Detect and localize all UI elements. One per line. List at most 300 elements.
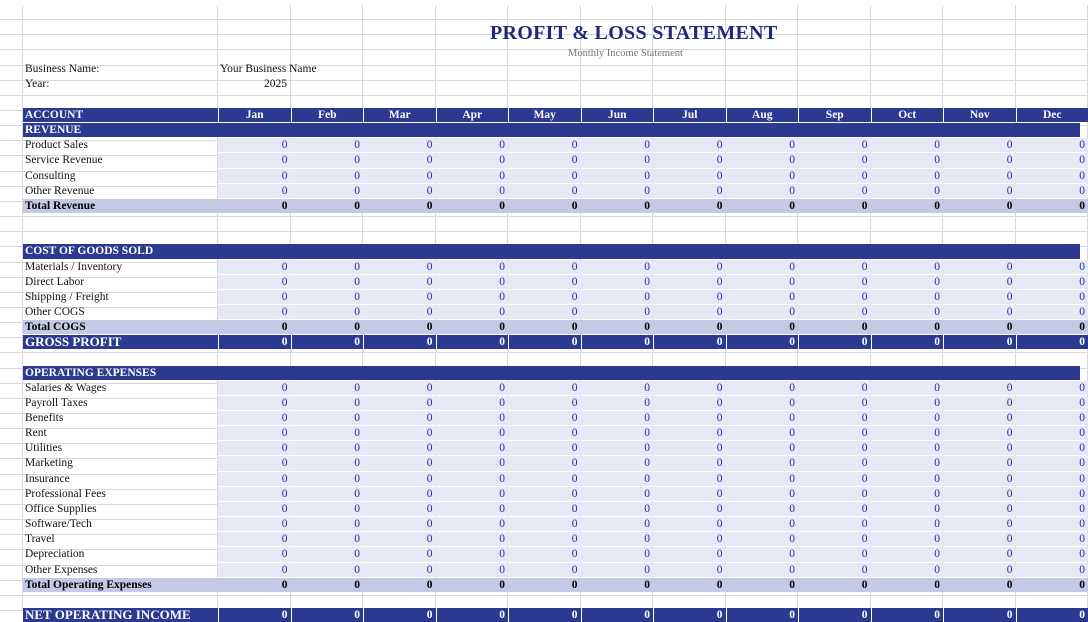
grid-cell[interactable] — [653, 81, 726, 96]
line-item-value[interactable]: 0 — [436, 472, 509, 486]
line-item-value[interactable]: 0 — [798, 563, 871, 577]
line-item-value[interactable]: 0 — [871, 502, 944, 516]
line-item-value[interactable]: 0 — [508, 456, 581, 470]
line-item-value[interactable]: 0 — [581, 502, 654, 516]
line-item-value[interactable]: 0 — [218, 502, 291, 516]
line-item-value[interactable]: 0 — [798, 275, 871, 289]
line-item-value[interactable]: 0 — [943, 456, 1016, 470]
line-item-value[interactable]: 0 — [581, 411, 654, 425]
grid-cell[interactable] — [218, 20, 291, 35]
line-item-value[interactable]: 0 — [798, 184, 871, 198]
line-item-value[interactable]: 0 — [508, 502, 581, 516]
line-item-value[interactable]: 0 — [943, 305, 1016, 319]
line-item-value[interactable]: 0 — [218, 260, 291, 274]
line-item-value[interactable]: 0 — [871, 305, 944, 319]
line-item-value[interactable]: 0 — [943, 290, 1016, 304]
grid-cell[interactable] — [0, 172, 23, 187]
business-name-value[interactable]: Your Business Name — [220, 62, 317, 76]
line-item-value[interactable]: 0 — [726, 184, 799, 198]
grid-cell[interactable] — [291, 20, 364, 35]
line-item-value[interactable]: 0 — [943, 547, 1016, 561]
grid-cell[interactable] — [0, 338, 23, 353]
grid-cell[interactable] — [581, 5, 654, 20]
line-item-value[interactable]: 0 — [581, 275, 654, 289]
line-item-value[interactable]: 0 — [726, 153, 799, 167]
line-item-value[interactable]: 0 — [436, 532, 509, 546]
line-item-value[interactable]: 0 — [436, 426, 509, 440]
grid-cell[interactable] — [581, 66, 654, 81]
grid-cell[interactable] — [871, 35, 944, 50]
grid-cell[interactable] — [0, 550, 23, 565]
line-item-value[interactable]: 0 — [291, 563, 364, 577]
line-item-value[interactable]: 0 — [871, 517, 944, 531]
line-item-value[interactable]: 0 — [291, 472, 364, 486]
grid-cell[interactable] — [436, 81, 509, 96]
line-item-value[interactable]: 0 — [436, 563, 509, 577]
line-item-value[interactable]: 0 — [363, 153, 436, 167]
line-item-value[interactable]: 0 — [508, 411, 581, 425]
line-item-value[interactable]: 0 — [653, 502, 726, 516]
line-item-value[interactable]: 0 — [1016, 502, 1088, 516]
line-item-value[interactable]: 0 — [871, 260, 944, 274]
line-item-value[interactable]: 0 — [1016, 456, 1088, 470]
grid-cell[interactable] — [726, 50, 799, 65]
line-item-value[interactable]: 0 — [798, 290, 871, 304]
grid-cell[interactable] — [291, 81, 364, 96]
grid-cell[interactable] — [726, 81, 799, 96]
line-item-value[interactable]: 0 — [436, 396, 509, 410]
line-item-value[interactable]: 0 — [291, 184, 364, 198]
line-item-value[interactable]: 0 — [363, 184, 436, 198]
line-item-value[interactable]: 0 — [943, 260, 1016, 274]
line-item-value[interactable]: 0 — [291, 138, 364, 152]
line-item-value[interactable]: 0 — [508, 260, 581, 274]
grid-cell[interactable] — [23, 35, 218, 50]
line-item-value[interactable]: 0 — [1016, 517, 1088, 531]
grid-cell[interactable] — [653, 66, 726, 81]
line-item-value[interactable]: 0 — [871, 169, 944, 183]
grid-cell[interactable] — [798, 81, 871, 96]
grid-cell[interactable] — [871, 81, 944, 96]
line-item-value[interactable]: 0 — [798, 305, 871, 319]
line-item-value[interactable]: 0 — [363, 532, 436, 546]
grid-cell[interactable] — [798, 5, 871, 20]
line-item-value[interactable]: 0 — [291, 169, 364, 183]
line-item-value[interactable]: 0 — [363, 381, 436, 395]
line-item-value[interactable]: 0 — [363, 290, 436, 304]
line-item-value[interactable]: 0 — [798, 411, 871, 425]
line-item-value[interactable]: 0 — [943, 517, 1016, 531]
line-item-value[interactable]: 0 — [436, 517, 509, 531]
line-item-value[interactable]: 0 — [653, 456, 726, 470]
line-item-value[interactable]: 0 — [726, 487, 799, 501]
grid-cell[interactable] — [798, 20, 871, 35]
grid-cell[interactable] — [871, 217, 944, 232]
line-item-value[interactable]: 0 — [291, 547, 364, 561]
line-item-value[interactable]: 0 — [291, 487, 364, 501]
grid-cell[interactable] — [291, 5, 364, 20]
line-item-value[interactable]: 0 — [363, 563, 436, 577]
line-item-value[interactable]: 0 — [218, 547, 291, 561]
line-item-value[interactable]: 0 — [363, 411, 436, 425]
line-item-value[interactable]: 0 — [291, 305, 364, 319]
line-item-value[interactable]: 0 — [291, 290, 364, 304]
grid-cell[interactable] — [0, 141, 23, 156]
line-item-value[interactable]: 0 — [653, 396, 726, 410]
line-item-value[interactable]: 0 — [363, 305, 436, 319]
line-item-value[interactable]: 0 — [726, 547, 799, 561]
grid-cell[interactable] — [0, 232, 23, 247]
line-item-value[interactable]: 0 — [508, 532, 581, 546]
line-item-value[interactable]: 0 — [726, 456, 799, 470]
line-item-value[interactable]: 0 — [871, 563, 944, 577]
line-item-value[interactable]: 0 — [726, 411, 799, 425]
grid-cell[interactable] — [798, 35, 871, 50]
line-item-value[interactable]: 0 — [291, 456, 364, 470]
line-item-value[interactable]: 0 — [218, 153, 291, 167]
grid-cell[interactable] — [0, 444, 23, 459]
line-item-value[interactable]: 0 — [653, 472, 726, 486]
line-item-value[interactable]: 0 — [943, 184, 1016, 198]
line-item-value[interactable]: 0 — [871, 426, 944, 440]
line-item-value[interactable]: 0 — [798, 426, 871, 440]
line-item-value[interactable]: 0 — [581, 563, 654, 577]
line-item-value[interactable]: 0 — [871, 411, 944, 425]
grid-cell[interactable] — [0, 66, 23, 81]
grid-cell[interactable] — [0, 263, 23, 278]
grid-cell[interactable] — [0, 81, 23, 96]
line-item-value[interactable]: 0 — [436, 305, 509, 319]
line-item-value[interactable]: 0 — [291, 532, 364, 546]
line-item-value[interactable]: 0 — [363, 138, 436, 152]
line-item-value[interactable]: 0 — [726, 305, 799, 319]
grid-cell[interactable] — [363, 66, 436, 81]
line-item-value[interactable]: 0 — [581, 153, 654, 167]
line-item-value[interactable]: 0 — [726, 138, 799, 152]
grid-cell[interactable] — [1016, 217, 1088, 232]
grid-cell[interactable] — [943, 35, 1016, 50]
line-item-value[interactable]: 0 — [653, 517, 726, 531]
line-item-value[interactable]: 0 — [871, 153, 944, 167]
line-item-value[interactable]: 0 — [726, 532, 799, 546]
line-item-value[interactable]: 0 — [943, 169, 1016, 183]
line-item-value[interactable]: 0 — [943, 411, 1016, 425]
line-item-value[interactable]: 0 — [943, 275, 1016, 289]
line-item-value[interactable]: 0 — [363, 487, 436, 501]
line-item-value[interactable]: 0 — [1016, 184, 1088, 198]
line-item-value[interactable]: 0 — [581, 138, 654, 152]
line-item-value[interactable]: 0 — [653, 290, 726, 304]
line-item-value[interactable]: 0 — [1016, 260, 1088, 274]
grid-cell[interactable] — [23, 217, 218, 232]
grid-cell[interactable] — [0, 460, 23, 475]
line-item-value[interactable]: 0 — [726, 169, 799, 183]
grid-cell[interactable] — [0, 353, 23, 368]
line-item-value[interactable]: 0 — [508, 547, 581, 561]
line-item-value[interactable]: 0 — [1016, 441, 1088, 455]
line-item-value[interactable]: 0 — [653, 547, 726, 561]
line-item-value[interactable]: 0 — [943, 153, 1016, 167]
line-item-value[interactable]: 0 — [581, 517, 654, 531]
line-item-value[interactable]: 0 — [508, 138, 581, 152]
line-item-value[interactable]: 0 — [726, 260, 799, 274]
line-item-value[interactable]: 0 — [726, 517, 799, 531]
line-item-value[interactable]: 0 — [218, 456, 291, 470]
line-item-value[interactable]: 0 — [1016, 547, 1088, 561]
grid-cell[interactable] — [0, 202, 23, 217]
grid-cell[interactable] — [0, 429, 23, 444]
line-item-value[interactable]: 0 — [581, 305, 654, 319]
line-item-value[interactable]: 0 — [291, 502, 364, 516]
grid-cell[interactable] — [363, 217, 436, 232]
line-item-value[interactable]: 0 — [436, 138, 509, 152]
line-item-value[interactable]: 0 — [436, 153, 509, 167]
grid-cell[interactable] — [0, 414, 23, 429]
line-item-value[interactable]: 0 — [363, 456, 436, 470]
grid-cell[interactable] — [436, 5, 509, 20]
line-item-value[interactable]: 0 — [798, 260, 871, 274]
line-item-value[interactable]: 0 — [291, 441, 364, 455]
line-item-value[interactable]: 0 — [1016, 487, 1088, 501]
line-item-value[interactable]: 0 — [726, 563, 799, 577]
line-item-value[interactable]: 0 — [871, 290, 944, 304]
line-item-value[interactable]: 0 — [508, 487, 581, 501]
line-item-value[interactable]: 0 — [653, 563, 726, 577]
line-item-value[interactable]: 0 — [508, 426, 581, 440]
line-item-value[interactable]: 0 — [726, 396, 799, 410]
line-item-value[interactable]: 0 — [726, 502, 799, 516]
grid-cell[interactable] — [218, 5, 291, 20]
grid-cell[interactable] — [0, 35, 23, 50]
line-item-value[interactable]: 0 — [581, 456, 654, 470]
line-item-value[interactable]: 0 — [508, 275, 581, 289]
grid-cell[interactable] — [0, 293, 23, 308]
grid-cell[interactable] — [0, 581, 23, 596]
line-item-value[interactable]: 0 — [798, 472, 871, 486]
line-item-value[interactable]: 0 — [798, 441, 871, 455]
line-item-value[interactable]: 0 — [436, 275, 509, 289]
line-item-value[interactable]: 0 — [1016, 411, 1088, 425]
line-item-value[interactable]: 0 — [871, 441, 944, 455]
line-item-value[interactable]: 0 — [1016, 169, 1088, 183]
line-item-value[interactable]: 0 — [363, 472, 436, 486]
grid-cell[interactable] — [0, 505, 23, 520]
line-item-value[interactable]: 0 — [798, 547, 871, 561]
line-item-value[interactable]: 0 — [581, 184, 654, 198]
grid-cell[interactable] — [943, 50, 1016, 65]
grid-cell[interactable] — [0, 5, 23, 20]
grid-cell[interactable] — [23, 5, 218, 20]
grid-cell[interactable] — [1016, 20, 1088, 35]
grid-cell[interactable] — [0, 535, 23, 550]
line-item-value[interactable]: 0 — [871, 547, 944, 561]
grid-cell[interactable] — [1016, 66, 1088, 81]
line-item-value[interactable]: 0 — [508, 290, 581, 304]
line-item-value[interactable]: 0 — [943, 138, 1016, 152]
grid-cell[interactable] — [0, 323, 23, 338]
grid-cell[interactable] — [0, 96, 23, 111]
line-item-value[interactable]: 0 — [218, 487, 291, 501]
line-item-value[interactable]: 0 — [943, 381, 1016, 395]
line-item-value[interactable]: 0 — [943, 487, 1016, 501]
line-item-value[interactable]: 0 — [218, 517, 291, 531]
line-item-value[interactable]: 0 — [653, 305, 726, 319]
grid-cell[interactable] — [0, 384, 23, 399]
grid-cell[interactable] — [871, 66, 944, 81]
grid-cell[interactable] — [218, 217, 291, 232]
grid-cell[interactable] — [798, 217, 871, 232]
line-item-value[interactable]: 0 — [943, 441, 1016, 455]
grid-cell[interactable] — [363, 5, 436, 20]
line-item-value[interactable]: 0 — [291, 396, 364, 410]
line-item-value[interactable]: 0 — [1016, 563, 1088, 577]
line-item-value[interactable]: 0 — [653, 381, 726, 395]
line-item-value[interactable]: 0 — [943, 396, 1016, 410]
grid-cell[interactable] — [0, 566, 23, 581]
grid-cell[interactable] — [436, 66, 509, 81]
grid-cell[interactable] — [653, 217, 726, 232]
line-item-value[interactable]: 0 — [436, 260, 509, 274]
line-item-value[interactable]: 0 — [653, 487, 726, 501]
line-item-value[interactable]: 0 — [218, 411, 291, 425]
line-item-value[interactable]: 0 — [581, 487, 654, 501]
grid-cell[interactable] — [943, 81, 1016, 96]
line-item-value[interactable]: 0 — [798, 517, 871, 531]
line-item-value[interactable]: 0 — [508, 517, 581, 531]
grid-cell[interactable] — [0, 475, 23, 490]
grid-cell[interactable] — [0, 369, 23, 384]
line-item-value[interactable]: 0 — [1016, 532, 1088, 546]
line-item-value[interactable]: 0 — [218, 381, 291, 395]
grid-cell[interactable] — [943, 20, 1016, 35]
line-item-value[interactable]: 0 — [218, 426, 291, 440]
grid-cell[interactable] — [23, 20, 218, 35]
line-item-value[interactable]: 0 — [726, 472, 799, 486]
line-item-value[interactable]: 0 — [291, 153, 364, 167]
line-item-value[interactable]: 0 — [291, 411, 364, 425]
grid-cell[interactable] — [508, 5, 581, 20]
grid-cell[interactable] — [726, 217, 799, 232]
grid-cell[interactable] — [436, 217, 509, 232]
line-item-value[interactable]: 0 — [218, 290, 291, 304]
line-item-value[interactable]: 0 — [653, 184, 726, 198]
line-item-value[interactable]: 0 — [436, 290, 509, 304]
line-item-value[interactable]: 0 — [581, 260, 654, 274]
line-item-value[interactable]: 0 — [508, 153, 581, 167]
line-item-value[interactable]: 0 — [291, 275, 364, 289]
line-item-value[interactable]: 0 — [726, 381, 799, 395]
line-item-value[interactable]: 0 — [653, 169, 726, 183]
line-item-value[interactable]: 0 — [653, 153, 726, 167]
line-item-value[interactable]: 0 — [1016, 275, 1088, 289]
line-item-value[interactable]: 0 — [871, 532, 944, 546]
line-item-value[interactable]: 0 — [653, 426, 726, 440]
line-item-value[interactable]: 0 — [581, 381, 654, 395]
grid-cell[interactable] — [291, 35, 364, 50]
line-item-value[interactable]: 0 — [508, 396, 581, 410]
line-item-value[interactable]: 0 — [436, 456, 509, 470]
line-item-value[interactable]: 0 — [218, 305, 291, 319]
grid-cell[interactable] — [0, 217, 23, 232]
grid-cell[interactable] — [0, 126, 23, 141]
line-item-value[interactable]: 0 — [291, 260, 364, 274]
grid-cell[interactable] — [0, 50, 23, 65]
grid-cell[interactable] — [726, 66, 799, 81]
line-item-value[interactable]: 0 — [653, 532, 726, 546]
line-item-value[interactable]: 0 — [871, 184, 944, 198]
line-item-value[interactable]: 0 — [1016, 153, 1088, 167]
grid-cell[interactable] — [943, 217, 1016, 232]
line-item-value[interactable]: 0 — [581, 169, 654, 183]
grid-cell[interactable] — [581, 81, 654, 96]
line-item-value[interactable]: 0 — [653, 138, 726, 152]
line-item-value[interactable]: 0 — [291, 381, 364, 395]
line-item-value[interactable]: 0 — [436, 502, 509, 516]
line-item-value[interactable]: 0 — [581, 472, 654, 486]
line-item-value[interactable]: 0 — [508, 441, 581, 455]
line-item-value[interactable]: 0 — [871, 138, 944, 152]
line-item-value[interactable]: 0 — [581, 547, 654, 561]
line-item-value[interactable]: 0 — [436, 169, 509, 183]
line-item-value[interactable]: 0 — [363, 260, 436, 274]
line-item-value[interactable]: 0 — [363, 426, 436, 440]
line-item-value[interactable]: 0 — [798, 532, 871, 546]
grid-cell[interactable] — [363, 81, 436, 96]
grid-cell[interactable] — [436, 50, 509, 65]
line-item-value[interactable]: 0 — [436, 184, 509, 198]
line-item-value[interactable]: 0 — [798, 138, 871, 152]
line-item-value[interactable]: 0 — [218, 532, 291, 546]
line-item-value[interactable]: 0 — [798, 487, 871, 501]
grid-cell[interactable] — [23, 81, 218, 96]
line-item-value[interactable]: 0 — [581, 532, 654, 546]
line-item-value[interactable]: 0 — [1016, 472, 1088, 486]
line-item-value[interactable]: 0 — [1016, 426, 1088, 440]
line-item-value[interactable]: 0 — [653, 275, 726, 289]
line-item-value[interactable]: 0 — [653, 441, 726, 455]
line-item-value[interactable]: 0 — [218, 472, 291, 486]
grid-cell[interactable] — [363, 50, 436, 65]
line-item-value[interactable]: 0 — [943, 532, 1016, 546]
line-item-value[interactable]: 0 — [581, 426, 654, 440]
line-item-value[interactable]: 0 — [798, 153, 871, 167]
grid-cell[interactable] — [0, 520, 23, 535]
line-item-value[interactable]: 0 — [798, 502, 871, 516]
line-item-value[interactable]: 0 — [1016, 396, 1088, 410]
line-item-value[interactable]: 0 — [218, 184, 291, 198]
line-item-value[interactable]: 0 — [218, 563, 291, 577]
line-item-value[interactable]: 0 — [363, 275, 436, 289]
line-item-value[interactable]: 0 — [436, 547, 509, 561]
line-item-value[interactable]: 0 — [218, 138, 291, 152]
grid-cell[interactable] — [508, 81, 581, 96]
line-item-value[interactable]: 0 — [363, 169, 436, 183]
line-item-value[interactable]: 0 — [798, 396, 871, 410]
grid-cell[interactable] — [0, 490, 23, 505]
grid-cell[interactable] — [798, 66, 871, 81]
line-item-value[interactable]: 0 — [871, 456, 944, 470]
line-item-value[interactable]: 0 — [726, 290, 799, 304]
line-item-value[interactable]: 0 — [436, 441, 509, 455]
grid-cell[interactable] — [363, 35, 436, 50]
line-item-value[interactable]: 0 — [1016, 381, 1088, 395]
grid-cell[interactable] — [943, 66, 1016, 81]
line-item-value[interactable]: 0 — [218, 275, 291, 289]
line-item-value[interactable]: 0 — [581, 396, 654, 410]
grid-cell[interactable] — [0, 308, 23, 323]
line-item-value[interactable]: 0 — [871, 381, 944, 395]
line-item-value[interactable]: 0 — [798, 169, 871, 183]
